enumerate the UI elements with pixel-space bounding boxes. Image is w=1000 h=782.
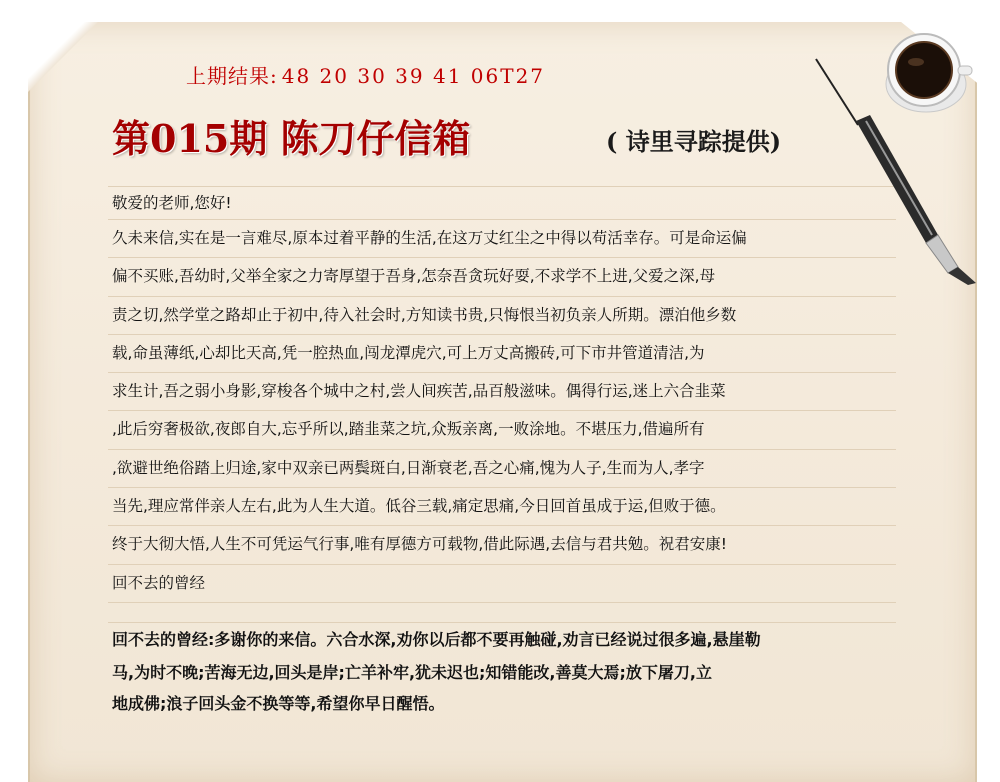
- letter-line: 偏不买账,吾幼时,父举全家之力寄厚望于吾身,怎奈吾贪玩好耍,不求学不上进,父爱之深,母: [108, 258, 896, 296]
- letter-line: 终于大彻大悟,人生不可凭运气行事,唯有厚德方可载物,借此际遇,去信与君共勉。祝君安康!: [108, 526, 896, 564]
- last-result-label: 上期结果:: [186, 64, 278, 88]
- reply-body: [108, 622, 896, 719]
- letter-line: 求生计,吾之弱小身影,穿梭各个城中之村,尝人间疾苦,品百般滋味。偶得行运,迷上六合韭菜: [108, 373, 896, 411]
- letter-line: ,此后穷奢极欲,夜郎自大,忘乎所以,踏韭菜之坑,众叛亲离,一败涂地。不堪压力,借遍所有: [108, 411, 896, 449]
- reply-line: 地成佛;浪子回头金不换等等,希望你早日醒悟。: [112, 694, 445, 713]
- letter-line: 敬爱的老师,您好!: [108, 186, 896, 220]
- fountain-pen-icon: [808, 55, 998, 285]
- letter-body: [108, 186, 896, 603]
- reply-line: 马,为时不晚;苦海无边,回头是岸;亡羊补牢,犹未迟也;知错能改,善莫大焉;放下屠刀,立: [112, 663, 712, 682]
- last-result: [186, 60, 545, 89]
- letter-line: ,欲避世绝俗踏上归途,家中双亲已两鬓斑白,日渐衰老,吾之心痛,愧为人子,生而为人,孝字: [108, 450, 896, 488]
- letter-line: 责之切,然学堂之路却止于初中,待入社会时,方知读书贵,只悔恨当初负亲人所期。漂泊他乡数: [108, 297, 896, 335]
- letter-line: 当先,理应常伴亲人左右,此为人生大道。低谷三载,痛定思痛,今日回首虽成于运,但败于德。: [108, 488, 896, 526]
- letter-line: 载,命虽薄纸,心却比天高,凭一腔热血,闯龙潭虎穴,可上万丈高搬砖,可下市井管道清洁,为: [108, 335, 896, 373]
- page-title: 第015期 陈刀仔信箱: [112, 116, 471, 161]
- provider-credit: ( 诗里寻踪提供): [606, 127, 782, 156]
- letter-line: 久未来信,实在是一言难尽,原本过着平静的生活,在这万丈红尘之中得以苟活幸存。可是命运偏: [108, 220, 896, 258]
- letter-signature: 回不去的曾经: [108, 565, 896, 603]
- last-result-numbers: 48 20 30 39 41 06T27: [281, 64, 546, 88]
- reply-line: 回不去的曾经:多谢你的来信。六合水深,劝你以后都不要再触碰,劝言已经说过很多遍,悬崖勒: [112, 630, 761, 649]
